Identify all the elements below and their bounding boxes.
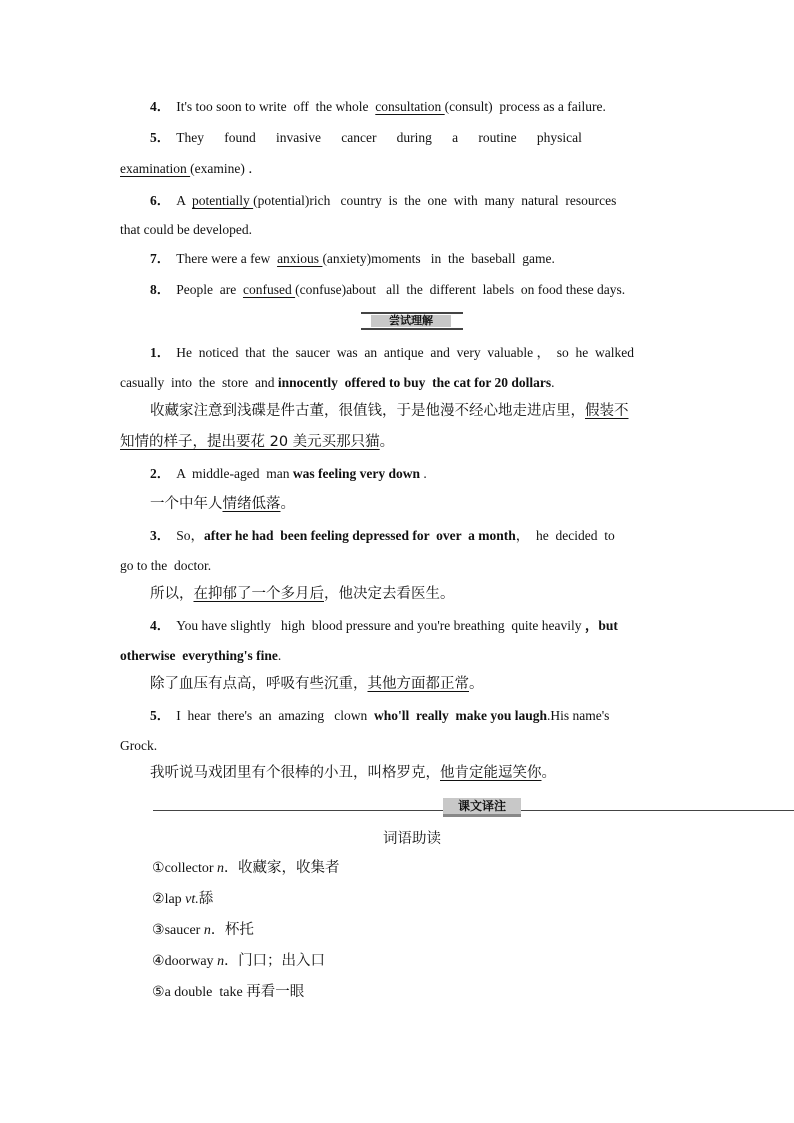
- vocab-item: ①collector n．收藏家，收集者: [152, 860, 340, 876]
- understanding-3: 3． So，after he had been feeling depressed for over a month， he decided to: [150, 528, 615, 543]
- exercise-6: 6． A potentially (potential)rich country is the one with many natural resources: [150, 193, 617, 208]
- vocab-item: ④doorway n．门口；出入口: [152, 953, 326, 969]
- translation-1: 收藏家注意到浅碟是件古董，很值钱，于是他漫不经心地走进店里，假装不: [150, 403, 629, 419]
- understanding-4: 4． You have slightly high blood pressure and you're breathing quite heavily ，but: [150, 618, 618, 633]
- translation-1-cont: 知情的样子，提出要花 20 美元买那只猫。: [120, 434, 395, 450]
- answer-blank: confused: [242, 282, 296, 297]
- exercise-4: 4． It's too soon to write off the whole consultation (consult) process as a failure.: [150, 99, 606, 114]
- section-title: 尝试理解: [371, 315, 451, 327]
- section-header-text-notes: 课文译注: [443, 798, 521, 817]
- understanding-5: 5． I hear there's an amazing clown who'll really make you laugh.His name's: [150, 708, 610, 723]
- understanding-4-cont: otherwise everything's fine.: [120, 648, 282, 663]
- answer-blank: anxious: [277, 251, 323, 266]
- understanding-1-cont: casually into the store and innocently offered to buy the cat for 20 dollars.: [120, 375, 555, 390]
- exercise-5: 5． They found invasive cancer during a routine physical: [150, 130, 582, 145]
- answer-blank: potentially: [192, 193, 254, 208]
- translation-5: 我听说马戏团里有个很棒的小丑，叫格罗克，他肯定能逗笑你。: [150, 765, 556, 781]
- exercise-5-cont: examination (examine) ．: [120, 161, 262, 176]
- answer-blank: examination: [120, 161, 191, 176]
- vocab-heading: 词语助读: [383, 831, 441, 847]
- answer-blank: consultation: [375, 99, 445, 114]
- vocab-item: ③saucer n．杯托: [152, 922, 254, 938]
- vocab-item: ⑤a double take 再看一眼: [152, 984, 305, 1000]
- understanding-1: 1． He noticed that the saucer was an antique and very valuable ， so he walked: [150, 345, 634, 360]
- translation-3: 所以，在抑郁了一个多月后，他决定去看医生。: [150, 586, 455, 602]
- translation-4: 除了血压有点高，呼吸有些沉重，其他方面都正常。: [150, 676, 484, 692]
- understanding-5-cont: Grock.: [120, 738, 158, 753]
- translation-2: 一个中年人情绪低落。: [150, 496, 295, 512]
- section-header-understanding: [361, 312, 463, 330]
- understanding-3-cont: go to the doctor.: [120, 558, 212, 573]
- exercise-7: 7． There were a few anxious (anxiety)moments in the baseball game.: [150, 251, 555, 266]
- exercise-6-cont: that could be developed.: [120, 222, 252, 237]
- vocab-item: ②lap vt.舔: [152, 891, 214, 907]
- exercise-8: 8． People are confused (confuse)about all the different labels on food these days.: [150, 282, 626, 297]
- understanding-2: 2． A middle-aged man was feeling very down .: [150, 466, 427, 481]
